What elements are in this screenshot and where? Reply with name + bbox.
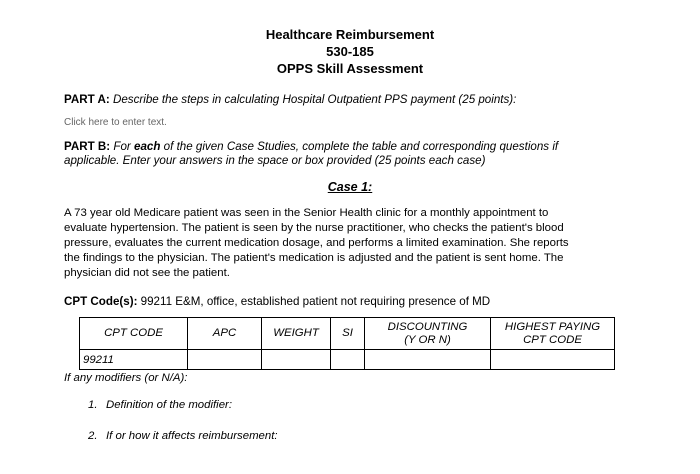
case-description-line: pressure, evaluates the current medication dosage, and performs a limited examination. She reports [64, 237, 569, 249]
cpt-codes-value: 99211 E&M, office, established patient not requiring presence of MD [137, 295, 491, 308]
header-apc: APC [188, 318, 262, 350]
part-b-text-line2: applicable. Enter your answers in the space or box provided (25 points each case) [64, 154, 486, 167]
part-b-text-rest: of the given Case Studies, complete the table and corresponding questions if [160, 140, 559, 153]
header-si: SI [331, 318, 365, 350]
modifiers-label: If any modifiers (or N/A): [64, 372, 188, 384]
part-a-text: Describe the steps in calculating Hospital Outpatient PPS payment (25 points): [112, 93, 517, 106]
header-discounting [365, 318, 491, 350]
cell-apc[interactable] [188, 350, 262, 370]
part-b-text-each: each [134, 140, 161, 153]
header-highest-paying [491, 318, 615, 350]
cell-cpt-code[interactable]: 99211 [80, 350, 188, 370]
part-a-prompt [64, 93, 654, 107]
part-b-text-pre: For [113, 140, 135, 153]
part-b-label: PART B: [64, 140, 111, 153]
doc-subtitle: OPPS Skill Assessment [276, 61, 424, 76]
case-description-line: physician did not see the patient. [64, 267, 230, 279]
cpt-codes-line [64, 295, 654, 309]
case-description-line: A 73 year old Medicare patient was seen in the Senior Health clinic for a monthly appointment to [64, 207, 549, 219]
assessment-table [79, 317, 615, 370]
modifier-q1-text: Definition of the modifier: [106, 399, 232, 411]
header-discounting-line1: DISCOUNTING [387, 320, 468, 333]
header-weight: WEIGHT [262, 318, 331, 350]
case-description-line: the findings to the physician. The patient's medication is adjusted and the patient is sent home. The [64, 252, 564, 264]
header-discounting-line2: (Y OR N) [404, 333, 451, 346]
course-number: 530-185 [326, 44, 374, 59]
part-b-prompt [64, 140, 654, 154]
case-description-line: evaluate hypertension. The patient is seen by the nurse practitioner, who checks the patient's blood [64, 222, 564, 234]
case-title: Case 1: [327, 180, 373, 194]
case-description [64, 206, 644, 281]
header-highest-line2: CPT CODE [523, 333, 582, 346]
modifier-q2-number: 2. [88, 430, 98, 442]
part-a-label: PART A: [64, 93, 110, 106]
cell-highest-paying[interactable] [491, 350, 615, 370]
cpt-codes-label: CPT Code(s): [64, 295, 138, 308]
table-row [80, 350, 615, 370]
modifier-q2-text: If or how it affects reimbursement: [106, 430, 278, 442]
header-highest-line1: HIGHEST PAYING [504, 320, 601, 333]
header-cpt-code: CPT CODE [80, 318, 188, 350]
doc-title: Healthcare Reimbursement [265, 27, 435, 42]
cell-weight[interactable] [262, 350, 331, 370]
modifier-q1-number: 1. [88, 399, 98, 411]
cell-discounting[interactable] [365, 350, 491, 370]
part-a-answer-field[interactable]: Click here to enter text. [64, 117, 167, 128]
cell-si[interactable] [331, 350, 365, 370]
table-header-row [80, 318, 615, 350]
